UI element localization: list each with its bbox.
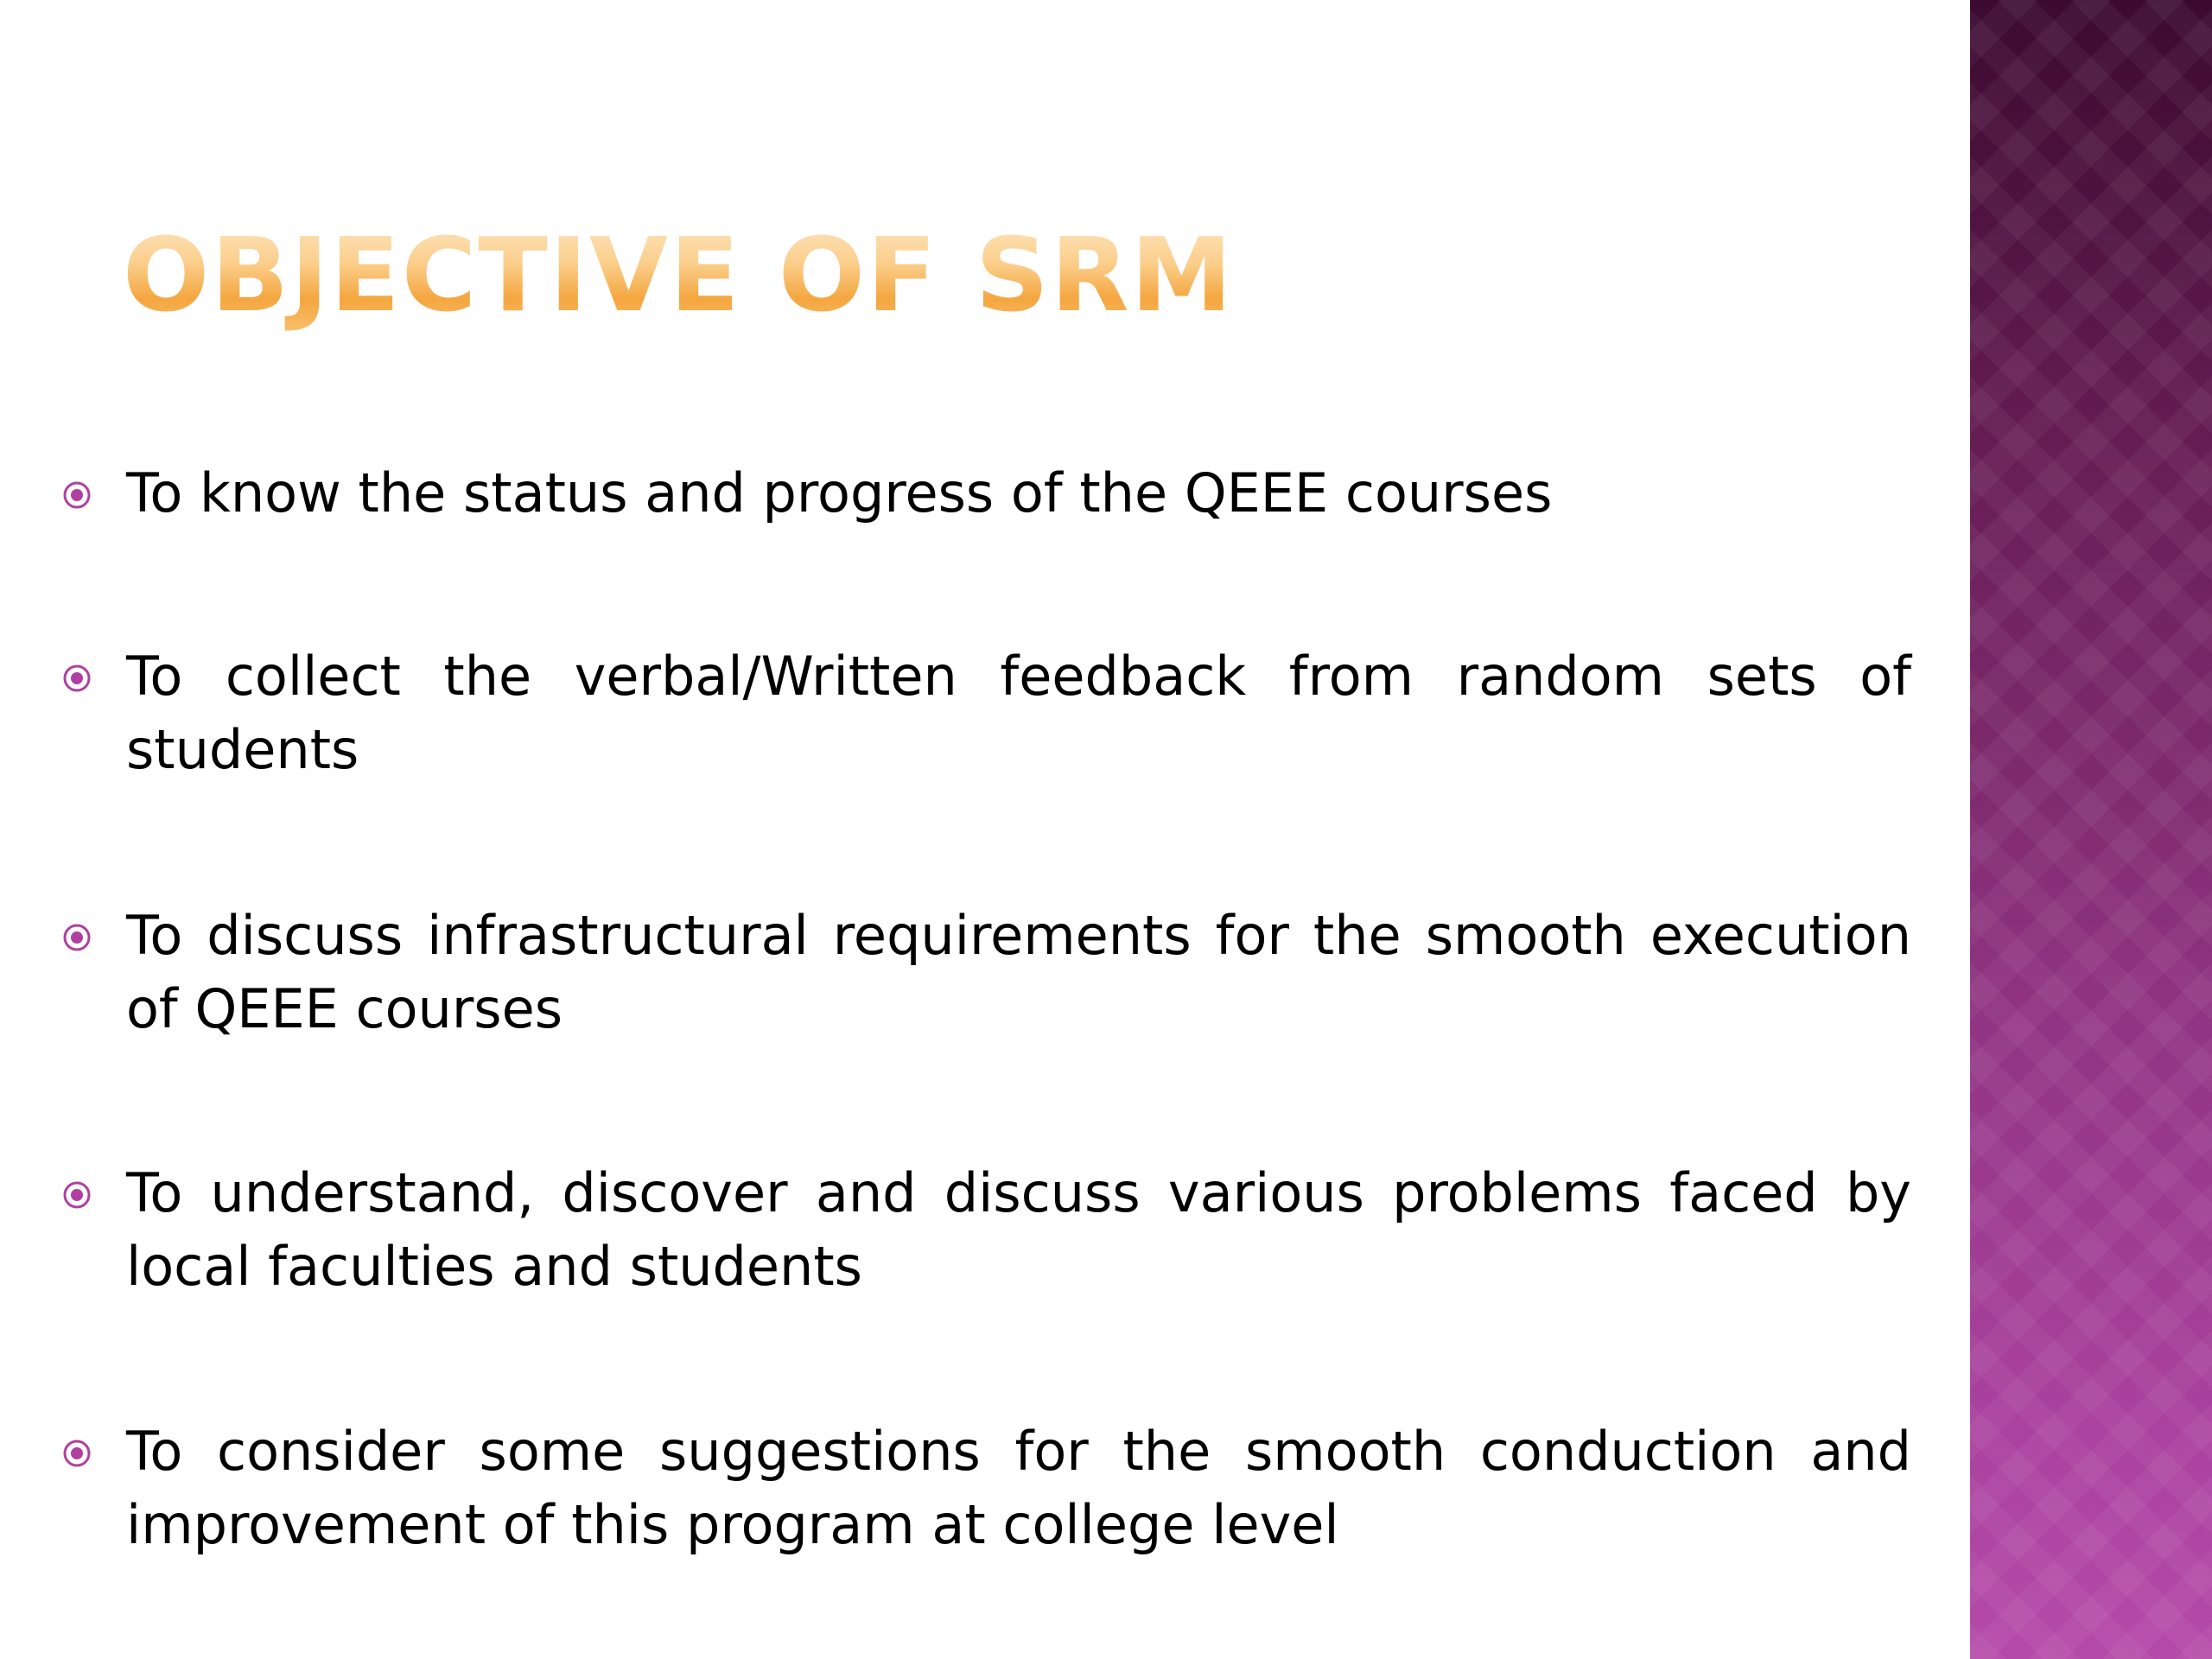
decorative-side-band: [1970, 0, 2212, 1659]
circled-dot-icon: [62, 1180, 92, 1210]
circled-dot-icon: [62, 1439, 92, 1468]
bullet-text: To collect the verbal/Written feedback from random sets of students: [126, 645, 1911, 781]
circled-dot-icon: [62, 480, 92, 510]
circled-dot-icon: [62, 664, 92, 693]
bullet-text: To discuss infrastructural requirements for the smooth execution of QEEE courses: [126, 904, 1911, 1040]
circled-dot-icon: [62, 923, 92, 952]
slide-title: OBJECTIVE OF SRM: [123, 215, 1235, 334]
bullet-text: To know the status and progress of the QEEE courses: [126, 461, 1553, 524]
bullet-text: To consider some suggestions for the smooth conduction and improvement of this program at college level: [126, 1420, 1911, 1556]
bullet-text: To understand, discover and discuss various problems faced by local faculties and students: [126, 1161, 1911, 1298]
